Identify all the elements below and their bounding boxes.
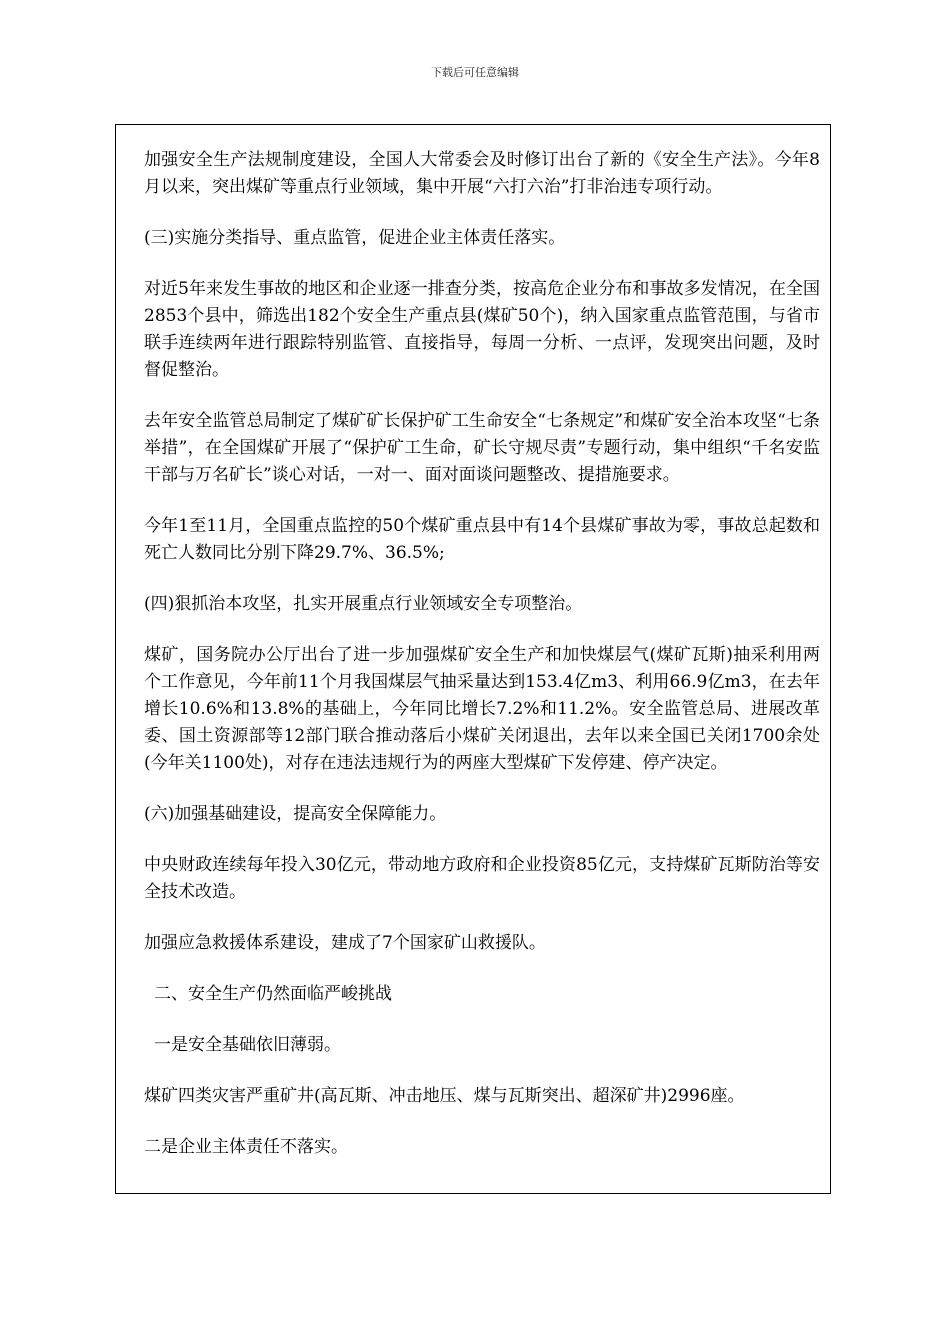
heading-section-two: 二、安全生产仍然面临严峻挑战 [154, 984, 392, 1004]
heading-infrastructure: (六)加强基础建设，提高安全保障能力。 [144, 804, 447, 824]
paragraph-accident-statistics: 今年1至11月，全国重点监控的50个煤矿重点县中有14个县煤矿事故为零，事故总起数和死亡人数同比分别下降29.7%、36.5%; [144, 516, 820, 563]
paragraph-safety-law: 加强安全生产法规制度建设，全国人大常委会及时修订出台了新的《安全生产法》。今年8月以来，突出煤矿等重点行业领域，集中开展“六打六治”打非治违专项行动。 [144, 150, 820, 197]
page-header: 下载后可任意编辑 [431, 66, 519, 79]
paragraph-key-counties: 对近5年来发生事故的地区和企业逐一排查分类，按高危企业分布和事故多发情况，在全国2853个县中，筛选出182个安全生产重点县(煤矿50个)，纳入国家重点监管范围，与省市联手连续两年进行跟踪特别监管、直接指导，每周一分析、一点评，发现突出问题，及时督促整治。 [144, 279, 820, 380]
paragraph-enterprise-responsibility: 二是企业主体责任不落实。 [144, 1137, 348, 1157]
paragraph-weak-foundation: 一是安全基础依旧薄弱。 [154, 1035, 341, 1055]
heading-classified-guidance: (三)实施分类指导、重点监管，促进企业主体责任落实。 [144, 228, 566, 248]
paragraph-seven-rules: 去年安全监管总局制定了煤矿矿长保护矿工生命安全“七条规定”和煤矿安全治本攻坚“七条举措”，在全国煤矿开展了“保护矿工生命，矿长守规尽责”专题行动，集中组织“千名安监干部与万名矿长”谈心对话，一对一、面对面谈问题整改、提措施要求。 [144, 411, 820, 485]
paragraph-coal-mine-policy: 煤矿，国务院办公厅出台了进一步加强煤矿安全生产和加快煤层气(煤矿瓦斯)抽采利用两个工作意见，今年前11个月我国煤层气抽采量达到153.4亿m3、利用66.9亿m3，在去年增长10.6%和13.8%的基础上，今年同比增长7.2%和11.2%。安全监管总局、进展改革委、国土资源部等12部门联合推动落后小煤矿关闭退出，去年以来全国已关闭1700余处(今年关1100处)，对存在违法违规行为的两座大型煤矿下发停建、停产决定。 [144, 645, 820, 773]
paragraph-emergency-rescue: 加强应急救援体系建设，建成了7个国家矿山救援队。 [144, 933, 546, 953]
content-body [116, 125, 830, 1161]
paragraph-central-finance: 中央财政连续每年投入30亿元，带动地方政府和企业投资85亿元，支持煤矿瓦斯防治等安全技术改造。 [144, 855, 820, 902]
heading-special-rectification: (四)狠抓治本攻坚，扎实开展重点行业领域安全专项整治。 [144, 594, 583, 614]
content-frame [115, 124, 831, 1194]
paragraph-disaster-mines: 煤矿四类灾害严重矿井(高瓦斯、冲击地压、煤与瓦斯突出、超深矿井)2996座。 [144, 1086, 745, 1106]
